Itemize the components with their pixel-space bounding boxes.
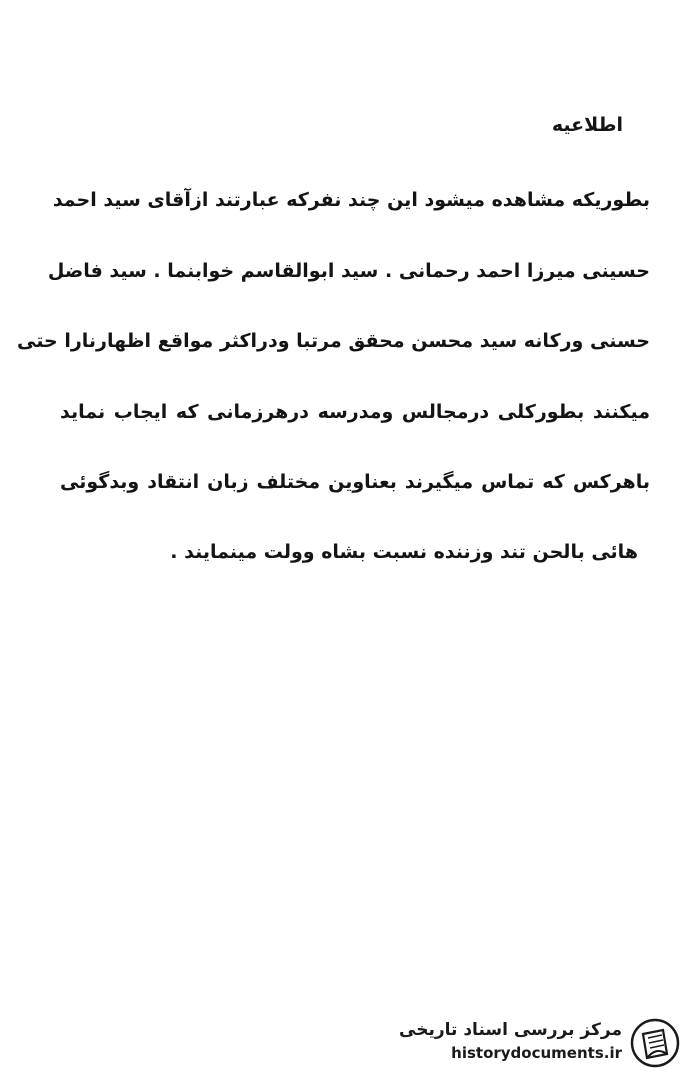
document-scroll-logo-icon <box>630 1018 680 1068</box>
watermark-url[interactable]: historydocuments.ir <box>451 1044 622 1062</box>
watermark <box>390 1018 680 1070</box>
document-line-1: بطوریکه مشاهده میشود این چند نفرکه عبارتند ازآقای سید احمد <box>52 189 650 211</box>
watermark-name: مرکز بررسی اسناد تاریخی <box>399 1020 622 1040</box>
document-line-3: حسنی ورکانه سید محسن محقق مرتبا ودراکثر مواقع اظهارنارا حتی <box>17 330 650 352</box>
document-title: اطلاعیه <box>551 114 623 136</box>
document-line-4: میکنند بطورکلی درمجالس ومدرسه درهرزمانی که ایجاب نماید <box>60 401 650 423</box>
document-line-2: حسینی میرزا احمد رحمانی . سید ابوالقاسم خوابنما . سید فاضل <box>47 260 650 282</box>
document-line-5: باهرکس که تماس میگیرند بعناوین مختلف زبان انتقاد وبدگوئی <box>60 471 650 493</box>
document-line-6: هائی بالحن تند وزننده نسبت بشاه وولت مینمایند . <box>170 541 638 563</box>
